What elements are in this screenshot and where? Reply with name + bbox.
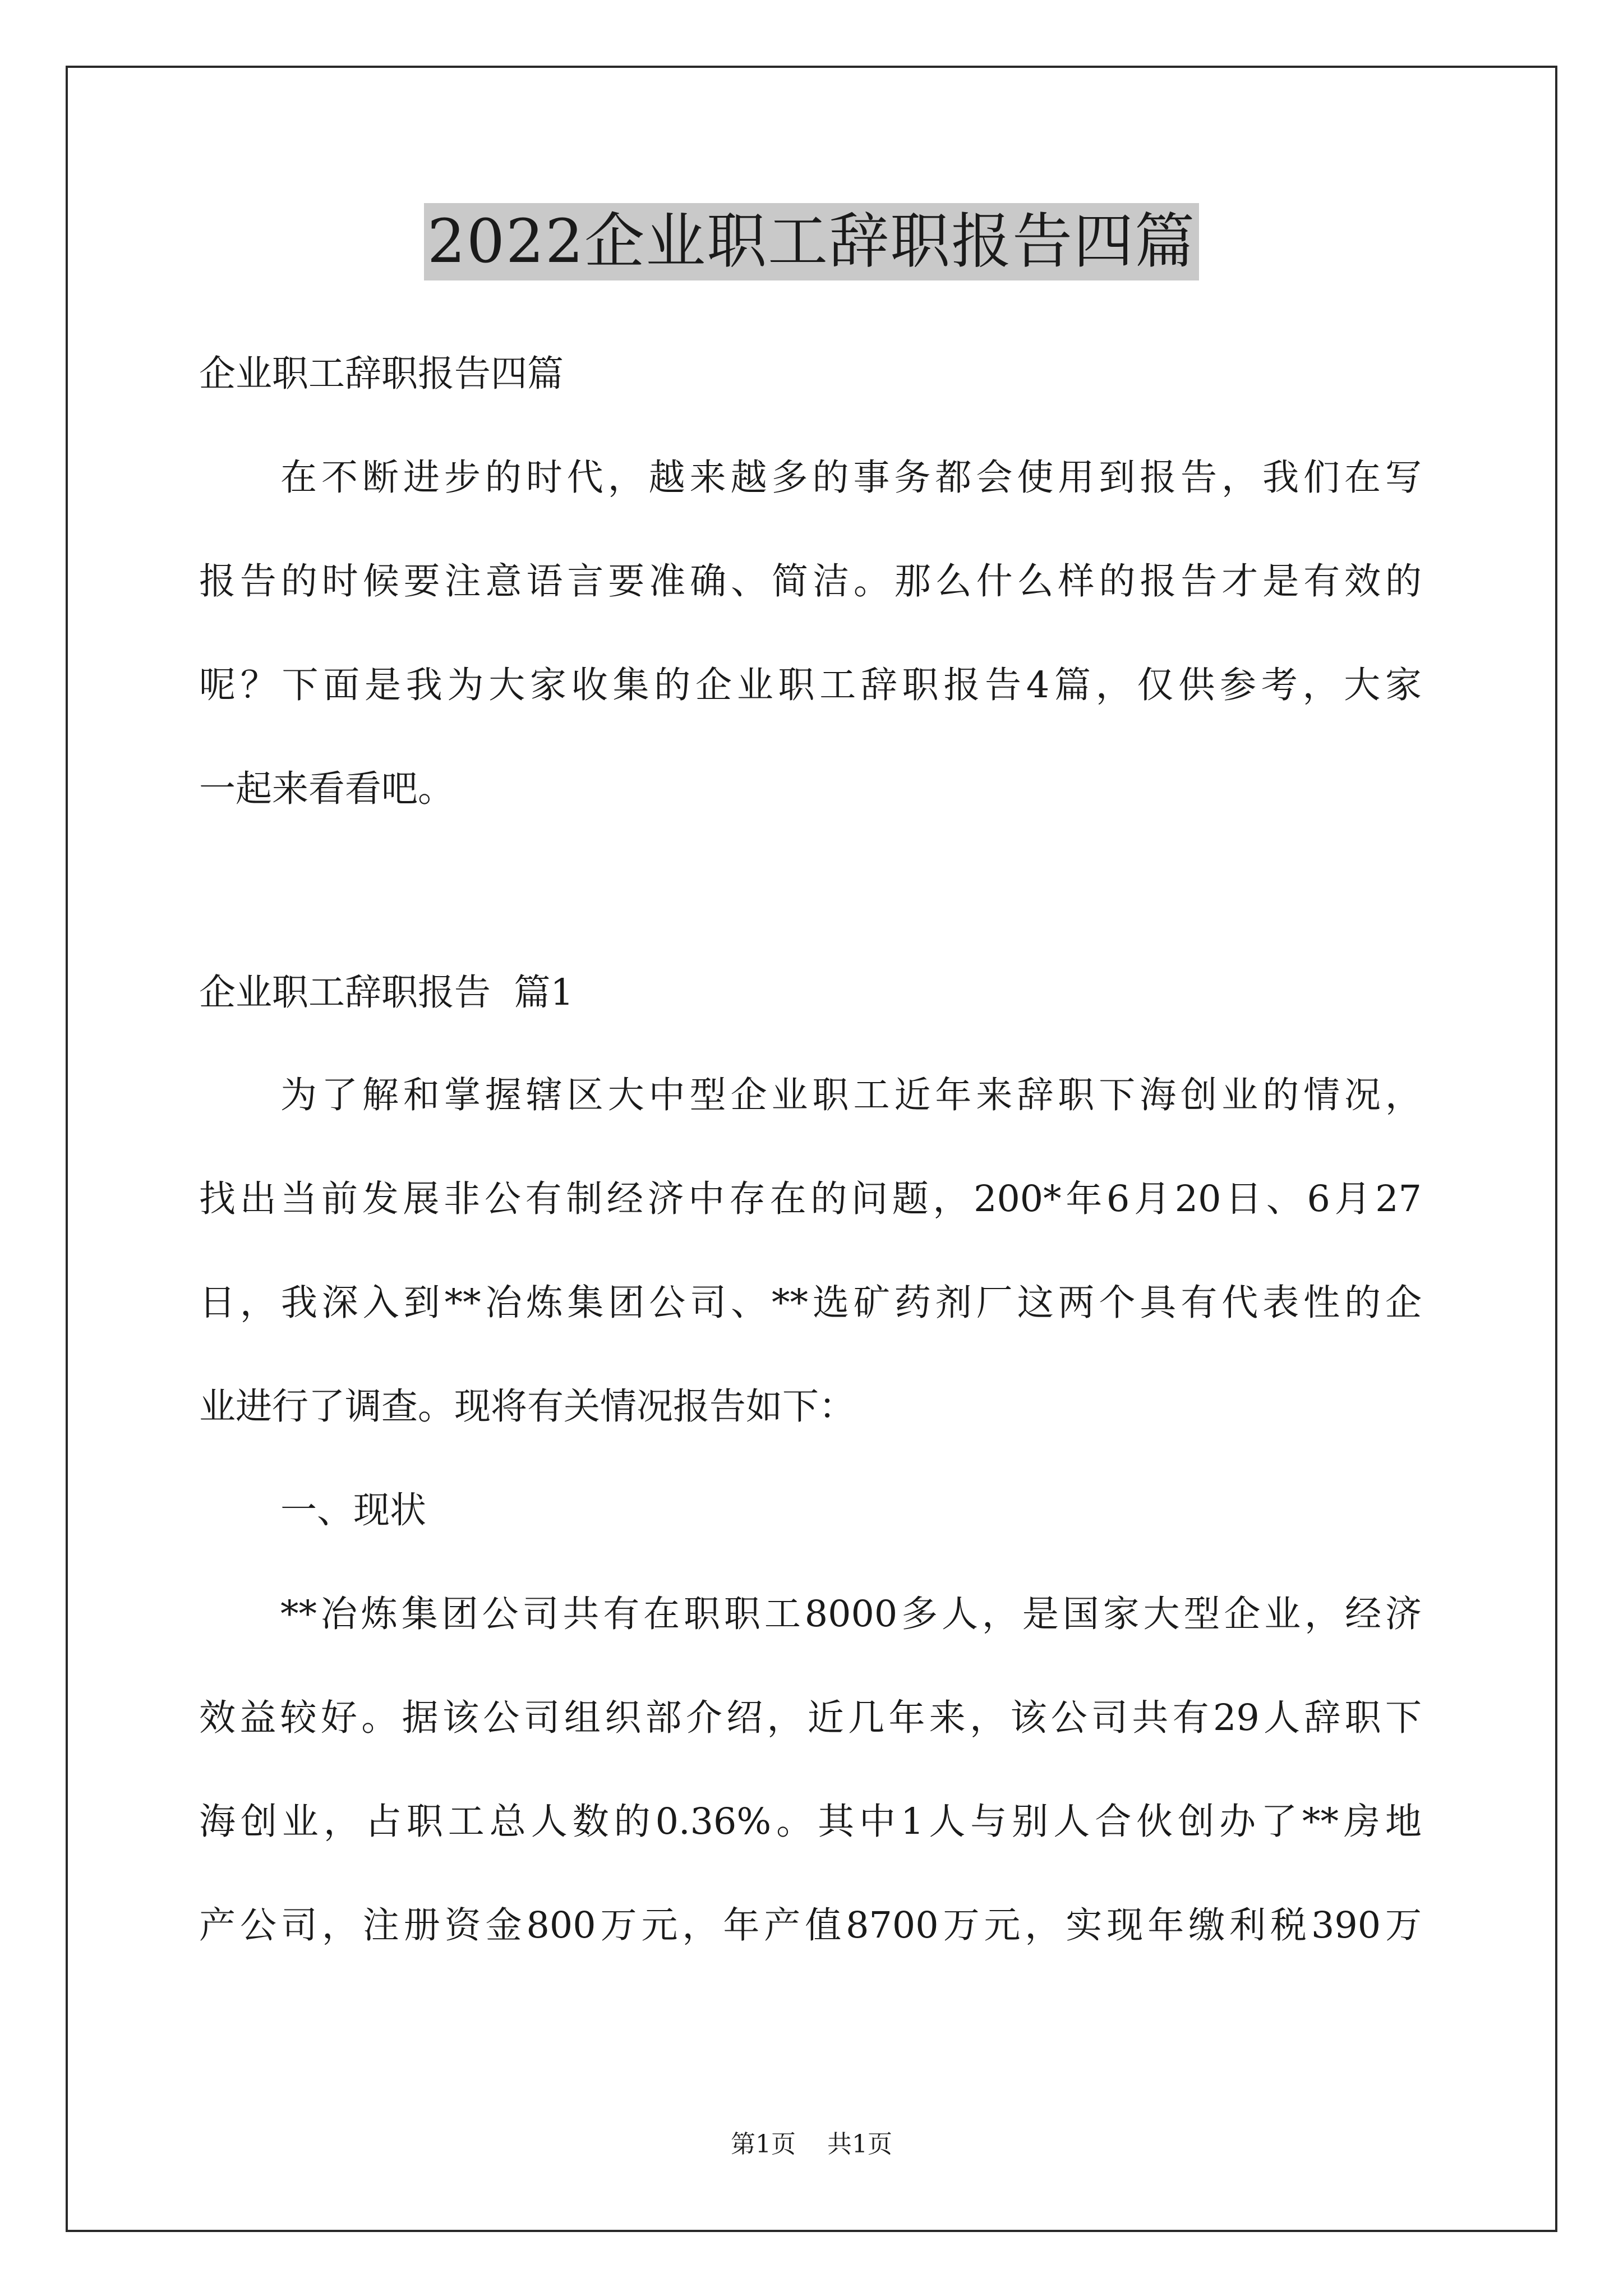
title-container: [0, 203, 1623, 280]
intro-line-1: 在不断进步的时代，越来越多的事务都会使用到报告，我们在写: [280, 457, 1422, 499]
paragraph2-line-2: 效益较好。据该公司组织部介绍，近几年来，该公司共有29人辞职下: [199, 1697, 1422, 1739]
document-subtitle: 企业职工辞职报告四篇: [199, 353, 564, 395]
paragraph2-line-4: 产公司，注册资金800万元，年产值8700万元，实现年缴利税390万: [199, 1904, 1422, 1947]
paragraph1-line-2: 找出当前发展非公有制经济中存在的问题，200*年6月20日、6月27: [199, 1178, 1422, 1220]
document-title: 2022企业职工辞职报告四篇: [424, 203, 1199, 280]
intro-line-4: 一起来看看吧。: [199, 768, 455, 810]
subheading: 一、现状: [280, 1489, 427, 1531]
paragraph1-line-4: 业进行了调查。现将有关情况报告如下：: [199, 1386, 856, 1428]
paragraph2-line-3: 海创业，占职工总人数的0.36%。其中1人与别人合伙创办了**房地: [199, 1801, 1422, 1843]
page-footer: [0, 2129, 1623, 2160]
page-number: 第1页: [731, 2130, 796, 2159]
intro-line-2: 报告的时候要注意语言要准确、简洁。那么什么样的报告才是有效的: [199, 560, 1422, 602]
paragraph1-line-3: 日，我深入到**冶炼集团公司、**选矿药剂厂这两个具有代表性的企: [199, 1282, 1422, 1324]
intro-line-3: 呢？下面是我为大家收集的企业职工辞职报告4篇，仅供参考，大家: [199, 664, 1422, 706]
section-heading: 企业职工辞职报告 篇1: [199, 972, 574, 1014]
paragraph1-line-1: 为了解和掌握辖区大中型企业职工近年来辞职下海创业的情况，: [280, 1074, 1422, 1116]
total-pages: 共1页: [827, 2130, 892, 2159]
paragraph2-line-1: **冶炼集团公司共有在职职工8000多人，是国家大型企业，经济: [280, 1593, 1422, 1635]
